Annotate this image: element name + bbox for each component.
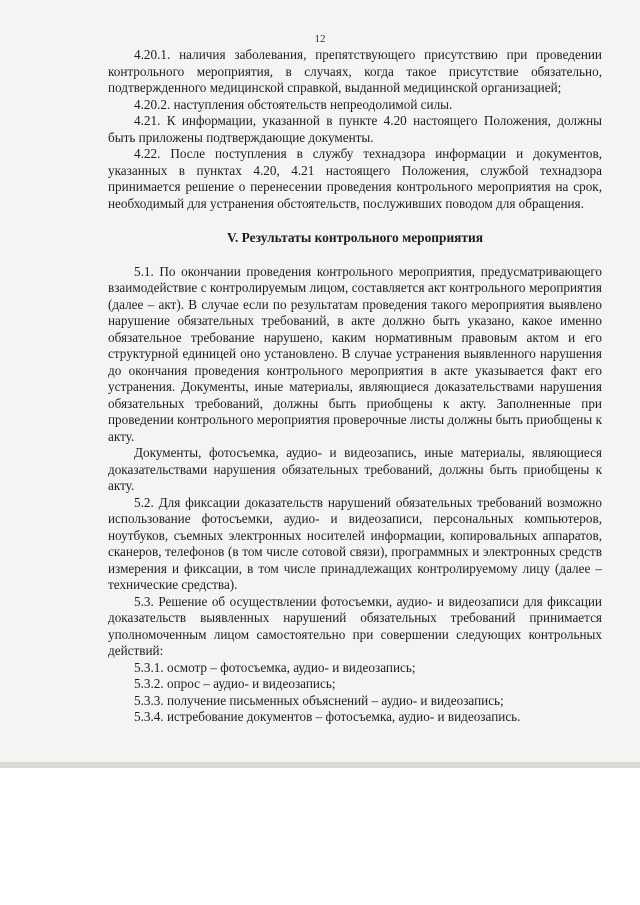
- paragraph-5-3: 5.3. Решение об осуществлении фотосъемки, аудио- и видеозаписи для фиксации доказательств выявленных нарушений обязательных требований принимается уполномоченным лицом самостоятельно при совершении следующих контрольных действий:: [108, 593, 602, 658]
- blank-area: [0, 768, 640, 905]
- paragraph-4-22: 4.22. После поступления в службу технадзора информации и документов, указанных в пунктах 4.20, 4.21 настоящего Положения, службой технадзора принимается решение о перенесении проведения контрольного мероприятия на срок, необходимый для устранения обстоятельств, послуживших поводом для обращения.: [108, 146, 602, 211]
- paragraph-5-3-4: 5.3.4. истребование документов – фотосъемка, аудио- и видеозапись.: [134, 709, 521, 724]
- paragraph-5-3-1: 5.3.1. осмотр – фотосъемка, аудио- и видеозапись;: [134, 659, 416, 675]
- paragraph-5-3-2: 5.3.2. опрос – аудио- и видеозапись;: [134, 676, 336, 691]
- paragraph-4-21: 4.21. К информации, указанной в пункте 4.20 настоящего Положения, должны быть приложены подтверждающие документы.: [108, 113, 602, 145]
- page-number: 12: [314, 33, 326, 45]
- document-body: [108, 47, 602, 726]
- paragraph-5-3-3: 5.3.3. получение письменных объяснений – аудио- и видеозапись;: [134, 692, 504, 708]
- paragraph-5-1: 5.1. По окончании проведения контрольного мероприятия, предусматривающего взаимодействие с контролируемым лицом, составляется акт контрольного мероприятия (далее – акт). В случае если по результатам проведения такого мероприятия выявлено нарушение обязательных требований, в акте должно быть указано, какое именно обязательное требование нарушено, каким нормативным правовым актом и его структурной единицей оно установлено. В случае устранения выявленного нарушения до окончания проведения контрольного мероприятия в акте указывается факт его устранения. Документы, иные материалы, являющиеся доказательствами нарушения обязательных требований, должны быть приобщены к акту. Заполненные при проведении контрольного мероприятия проверочные листы должны быть приобщены к акту.: [108, 263, 602, 444]
- paragraph-5-2: 5.2. Для фиксации доказательств нарушений обязательных требований возможно использование фотосъемки, аудио- и видеозаписи, персональных компьютеров, ноутбуков, съемных электронных носителей информации, копировальных аппаратов, сканеров, телефонов (в том числе сотовой связи), программных и электронных средств измерения и фиксации, в том числе принадлежащих контролируемому лицу (далее – технические средства).: [108, 494, 602, 592]
- section-heading: V. Результаты контрольного мероприятия: [227, 230, 483, 245]
- paragraph-4-20-1: 4.20.1. наличия заболевания, препятствующего присутствию при проведении контрольного мероприятия, в случаях, когда такое присутствие обязательно, подтвержденного медицинской справкой, выданной медицинской организацией;: [108, 47, 602, 95]
- paragraph-4-20-2: 4.20.2. наступления обстоятельств непреодолимой силы.: [134, 96, 453, 112]
- paragraph-documents: Документы, фотосъемка, аудио- и видеозапись, иные материалы, являющиеся доказательствами нарушения обязательных требований, должны быть приобщены к акту.: [108, 445, 602, 493]
